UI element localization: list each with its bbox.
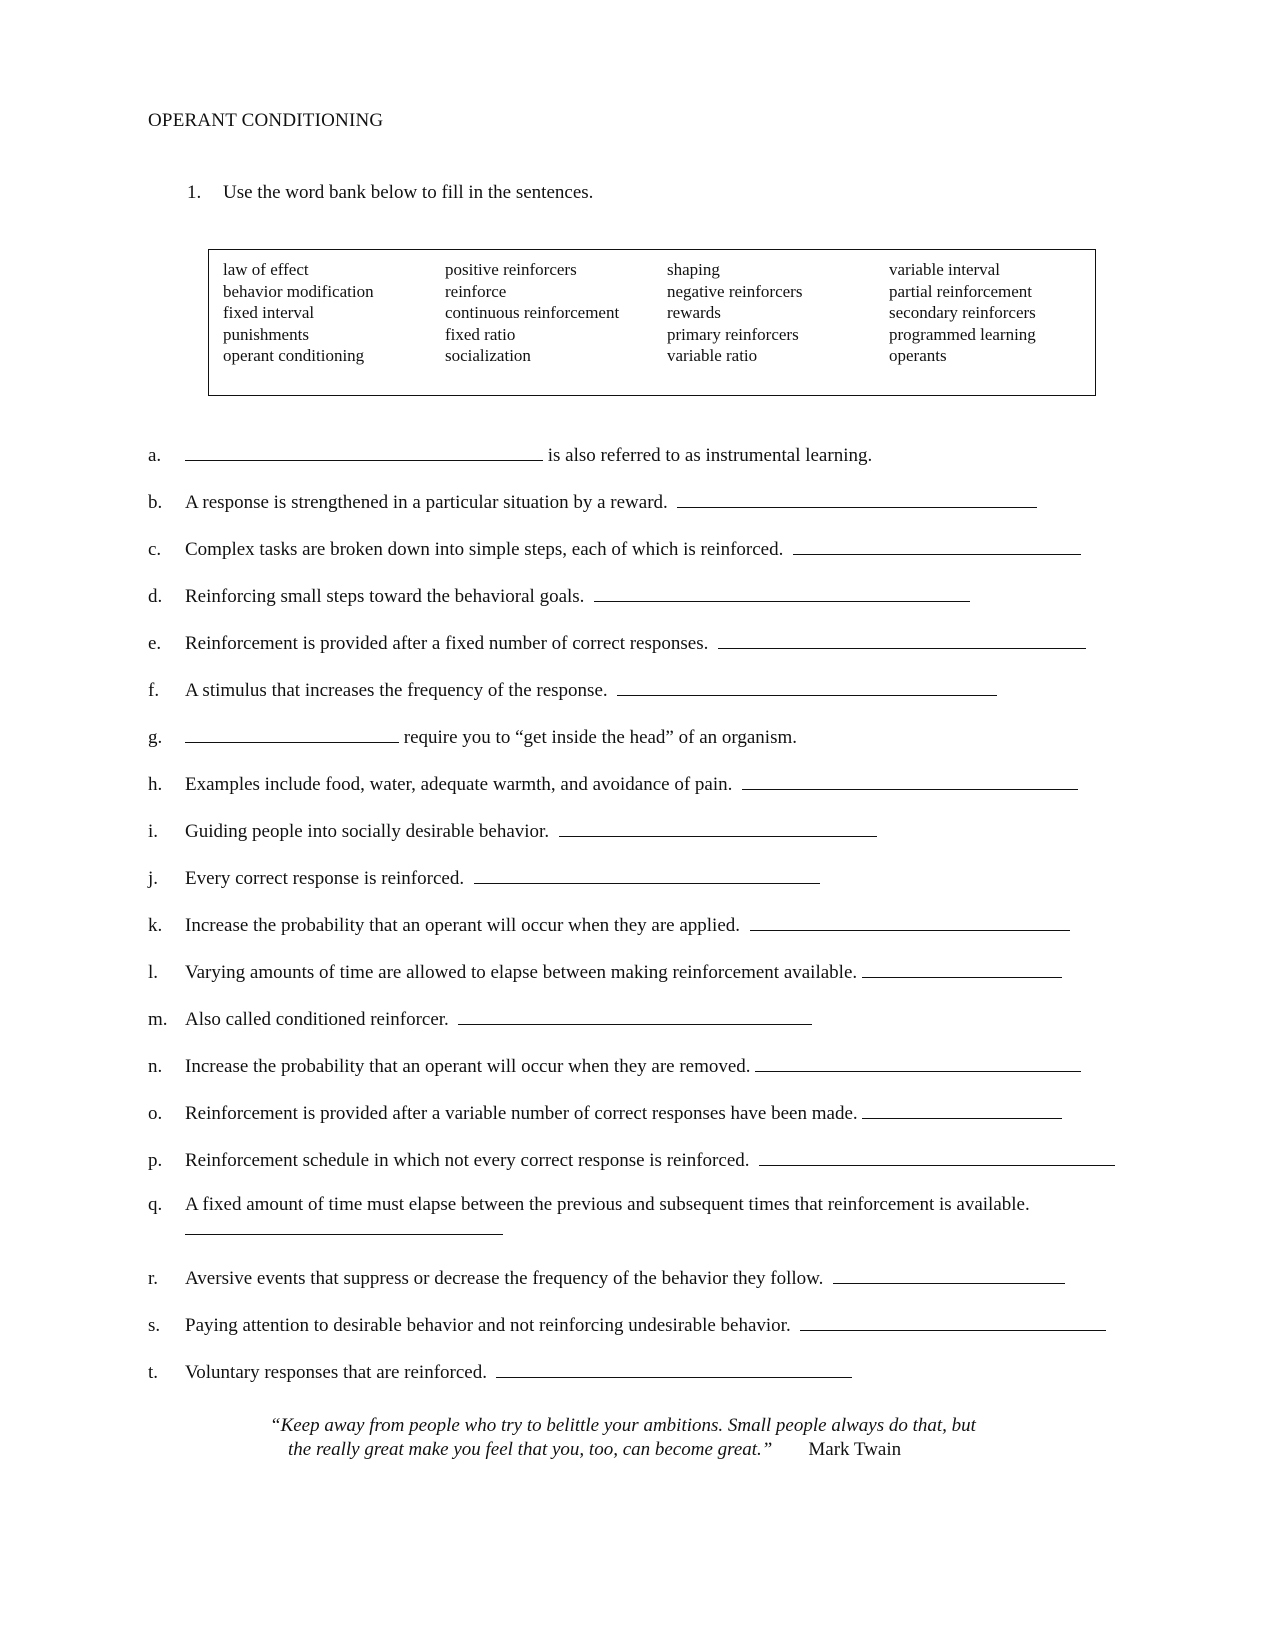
question-a xyxy=(148,442,872,467)
question-letter: o. xyxy=(148,1103,163,1124)
question-text: Varying amounts of time are allowed to elapse between making reinforcement available. xyxy=(185,962,858,983)
question-t xyxy=(148,1359,852,1384)
question-p xyxy=(148,1147,1115,1172)
question-text: Reinforcement schedule in which not every correct response is reinforced. xyxy=(185,1150,750,1171)
page-title: OPERANT CONDITIONING xyxy=(148,110,384,131)
answer-blank[interactable] xyxy=(474,865,820,884)
question-b xyxy=(148,489,1037,514)
answer-blank[interactable] xyxy=(185,442,543,461)
question-letter: d. xyxy=(148,586,163,607)
answer-blank[interactable] xyxy=(718,630,1086,649)
answer-blank[interactable] xyxy=(755,1053,1081,1072)
question-letter: f. xyxy=(148,680,160,701)
question-text: Also called conditioned reinforcer. xyxy=(185,1009,449,1030)
word-bank-term: behavior modification xyxy=(223,281,374,301)
question-text: Complex tasks are broken down into simple steps, each of which is reinforced. xyxy=(185,539,784,560)
word-bank-term: reinforce xyxy=(445,281,507,301)
question-q-blank-line xyxy=(185,1216,503,1241)
question-letter: s. xyxy=(148,1315,161,1336)
answer-blank[interactable] xyxy=(759,1147,1115,1166)
question-letter: a. xyxy=(148,445,162,466)
question-letter: m. xyxy=(148,1009,168,1030)
quote-author: Mark Twain xyxy=(808,1439,902,1460)
question-m xyxy=(148,1006,812,1031)
word-bank-column-2 xyxy=(445,259,619,367)
word-bank-column-3 xyxy=(667,259,802,367)
question-k xyxy=(148,912,1070,937)
question-text: A response is strengthened in a particular situation by a reward. xyxy=(185,492,668,513)
question-i xyxy=(148,818,877,843)
word-bank-term: punishments xyxy=(223,324,309,344)
word-bank-term: negative reinforcers xyxy=(667,281,803,301)
answer-blank[interactable] xyxy=(742,771,1078,790)
answer-blank[interactable] xyxy=(594,583,970,602)
question-text: Guiding people into socially desirable behavior. xyxy=(185,821,550,842)
question-q xyxy=(148,1194,1030,1216)
instruction-text: Use the word bank below to fill in the sentences. xyxy=(223,182,594,203)
word-bank-term: operant conditioning xyxy=(223,346,365,365)
answer-blank[interactable] xyxy=(185,724,399,743)
question-text: Voluntary responses that are reinforced. xyxy=(185,1362,487,1383)
quote-block xyxy=(270,1414,1070,1462)
question-letter: n. xyxy=(148,1056,163,1077)
answer-blank[interactable] xyxy=(677,489,1037,508)
question-letter: p. xyxy=(148,1150,163,1171)
question-s xyxy=(148,1312,1106,1337)
instruction xyxy=(187,182,593,204)
word-bank-term: programmed learning xyxy=(889,324,1036,344)
question-letter: c. xyxy=(148,539,162,560)
quote-line-2: the really great make you feel that you, too, can become great.” xyxy=(288,1439,773,1460)
answer-blank[interactable] xyxy=(559,818,877,837)
question-text: is also referred to as instrumental learning. xyxy=(547,445,873,466)
answer-blank[interactable] xyxy=(862,959,1062,978)
question-text: require you to “get inside the head” of an organism. xyxy=(403,727,797,748)
word-bank-term: fixed ratio xyxy=(445,324,516,344)
question-letter: e. xyxy=(148,633,162,654)
question-letter: k. xyxy=(148,915,163,936)
question-letter: r. xyxy=(148,1268,159,1289)
question-letter: b. xyxy=(148,492,163,513)
question-e xyxy=(148,630,1086,655)
question-text: Reinforcement is provided after a variable number of correct responses have been made. xyxy=(185,1103,858,1124)
word-bank-term: operants xyxy=(889,346,947,365)
answer-blank[interactable] xyxy=(862,1100,1062,1119)
word-bank-column-1 xyxy=(223,259,374,367)
answer-blank[interactable] xyxy=(458,1006,812,1025)
question-text: Increase the probability that an operant will occur when they are applied. xyxy=(185,915,740,936)
word-bank-term: positive reinforcers xyxy=(445,260,577,279)
answer-blank[interactable] xyxy=(800,1312,1106,1331)
answer-blank[interactable] xyxy=(793,536,1081,555)
question-l xyxy=(148,959,1062,984)
question-j xyxy=(148,865,820,890)
question-letter: g. xyxy=(148,727,163,748)
answer-blank[interactable] xyxy=(496,1359,852,1378)
question-text: A stimulus that increases the frequency of the response. xyxy=(185,680,608,701)
question-letter: t. xyxy=(148,1362,159,1383)
question-letter: j. xyxy=(148,868,159,889)
question-text: Paying attention to desirable behavior and not reinforcing undesirable behavior. xyxy=(185,1315,791,1336)
word-bank-term: variable ratio xyxy=(667,346,758,365)
question-letter: i. xyxy=(148,821,159,842)
question-o xyxy=(148,1100,1062,1125)
question-d xyxy=(148,583,970,608)
word-bank-term: partial reinforcement xyxy=(889,281,1033,301)
question-text: Examples include food, water, adequate warmth, and avoidance of pain. xyxy=(185,774,733,795)
word-bank-box xyxy=(208,249,1096,396)
question-text: Reinforcement is provided after a fixed number of correct responses. xyxy=(185,633,709,654)
word-bank-term: rewards xyxy=(667,303,721,322)
question-f xyxy=(148,677,997,702)
word-bank-term: continuous reinforcement xyxy=(445,303,620,322)
answer-blank[interactable] xyxy=(833,1265,1065,1284)
question-letter: q. xyxy=(148,1194,163,1215)
answer-blank[interactable] xyxy=(617,677,997,696)
question-n xyxy=(148,1053,1081,1078)
word-bank-term: law of effect xyxy=(223,260,309,279)
question-c xyxy=(148,536,1081,561)
question-text: Aversive events that suppress or decrease the frequency of the behavior they follow. xyxy=(185,1268,824,1289)
word-bank-term: socialization xyxy=(445,346,531,365)
instruction-number: 1. xyxy=(187,182,202,203)
word-bank-column-4 xyxy=(889,259,1036,367)
question-text: Increase the probability that an operant will occur when they are removed. xyxy=(185,1056,751,1077)
word-bank-term: fixed interval xyxy=(223,303,315,322)
answer-blank[interactable] xyxy=(750,912,1070,931)
word-bank-term: variable interval xyxy=(889,260,1000,279)
word-bank-term: secondary reinforcers xyxy=(889,303,1036,322)
question-text: Every correct response is reinforced. xyxy=(185,868,465,889)
question-r xyxy=(148,1265,1065,1290)
word-bank-term: primary reinforcers xyxy=(667,324,799,344)
question-g xyxy=(148,724,797,749)
quote-line-1: “Keep away from people who try to belittle your ambitions. Small people always do that, but xyxy=(270,1415,976,1436)
question-letter: l. xyxy=(148,962,159,983)
quote-line-2-row xyxy=(270,1438,1070,1462)
question-h xyxy=(148,771,1078,796)
question-text: Reinforcing small steps toward the behavioral goals. xyxy=(185,586,585,607)
question-text: A fixed amount of time must elapse between the previous and subsequent times that reinforcement is available. xyxy=(185,1194,1030,1215)
question-letter: h. xyxy=(148,774,163,795)
word-bank-term: shaping xyxy=(667,260,720,279)
answer-blank[interactable] xyxy=(185,1216,503,1235)
